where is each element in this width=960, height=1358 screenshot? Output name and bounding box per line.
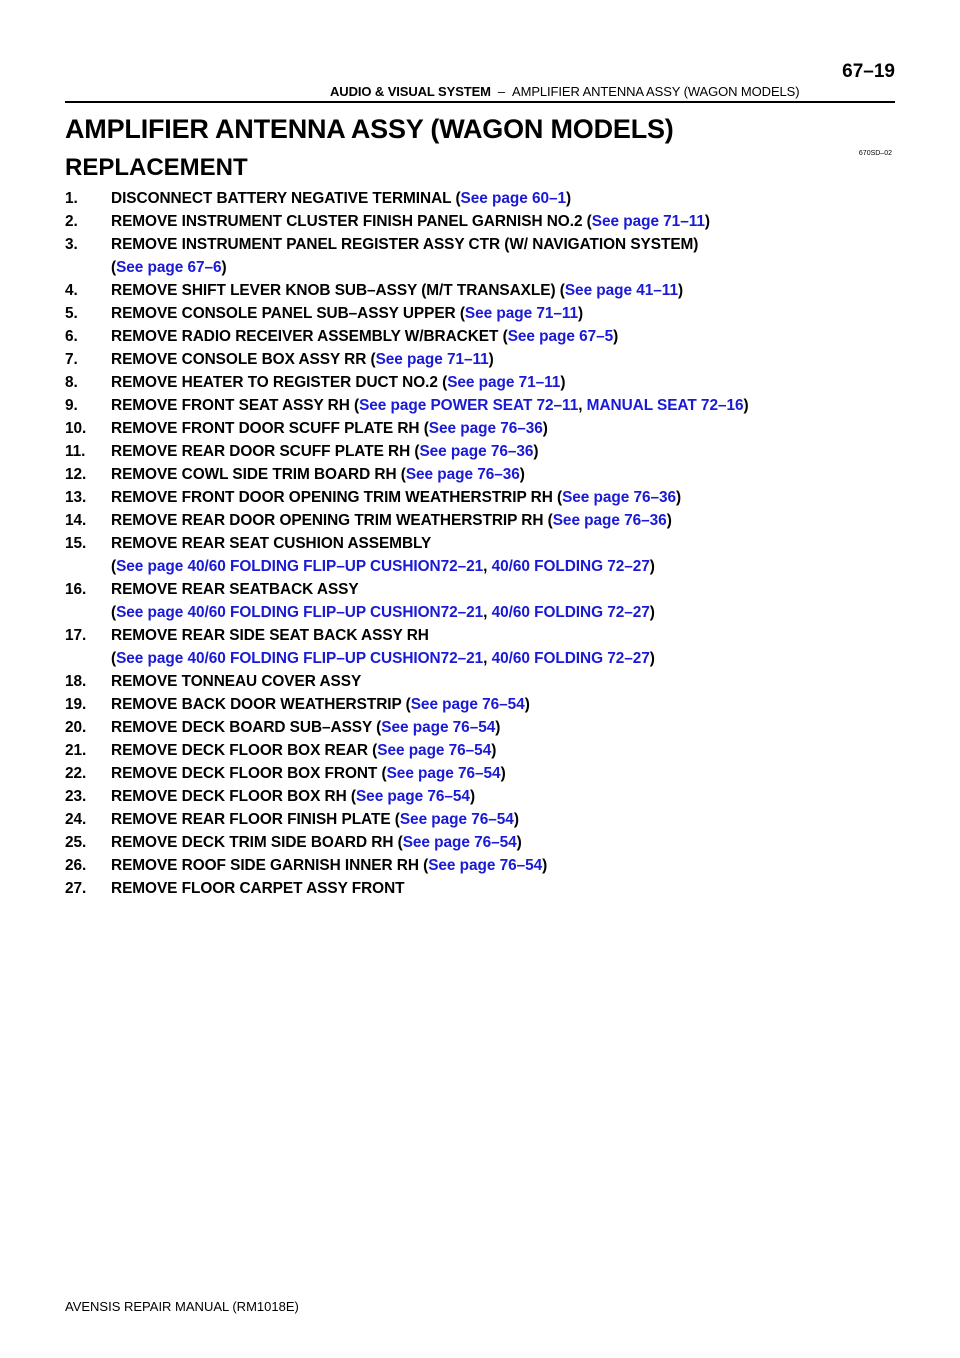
step-text: REMOVE FLOOR CARPET ASSY FRONT	[111, 880, 405, 897]
cross-reference-link[interactable]: See page 76–54	[399, 811, 514, 828]
procedure-step	[65, 486, 895, 509]
step-text: REMOVE INSTRUMENT CLUSTER FINISH PANEL GARNISH NO.2 (	[111, 213, 592, 230]
step-line	[111, 302, 895, 325]
procedure-step	[65, 808, 895, 831]
step-line	[111, 785, 895, 808]
procedure-step	[65, 417, 895, 440]
step-text: REMOVE REAR SEATBACK ASSY	[111, 581, 359, 598]
cross-reference-link[interactable]: See page 76–54	[410, 696, 525, 713]
cross-reference-link[interactable]: See page 76–36	[405, 466, 520, 483]
step-line	[111, 762, 895, 785]
procedure-step	[65, 348, 895, 371]
procedure-step	[65, 440, 895, 463]
step-line	[111, 348, 895, 371]
step-number: 15.	[65, 535, 87, 552]
step-text: )	[676, 489, 682, 506]
step-text: )	[519, 466, 525, 483]
step-number: 20.	[65, 719, 87, 736]
cross-reference-link[interactable]: See page 76–54	[355, 788, 470, 805]
step-text: )	[649, 558, 655, 575]
step-text: REMOVE DECK FLOOR BOX FRONT (	[111, 765, 387, 782]
step-text: REMOVE CONSOLE PANEL SUB–ASSY UPPER (	[111, 305, 465, 322]
step-text: )	[560, 374, 566, 391]
step-text: ,	[483, 604, 492, 621]
step-line	[111, 463, 895, 486]
step-line	[111, 877, 895, 900]
procedure-step	[65, 187, 895, 210]
step-text: )	[542, 857, 548, 874]
step-text: )	[649, 650, 655, 667]
step-number: 2.	[65, 213, 78, 230]
step-number: 19.	[65, 696, 87, 713]
step-number: 27.	[65, 880, 87, 897]
step-text: )	[533, 443, 539, 460]
step-number: 18.	[65, 673, 87, 690]
step-number: 4.	[65, 282, 78, 299]
step-text: REMOVE REAR DOOR OPENING TRIM WEATHERSTRIP RH (	[111, 512, 553, 529]
step-line	[111, 256, 895, 279]
step-text: )	[743, 397, 749, 414]
section-heading: REPLACEMENT	[65, 154, 248, 181]
step-line	[111, 210, 895, 233]
step-text: REMOVE FRONT SEAT ASSY RH (	[111, 397, 360, 414]
procedure-step	[65, 394, 895, 417]
step-line	[111, 187, 895, 210]
step-line	[111, 854, 895, 877]
cross-reference-link[interactable]: See page 40/60 FOLDING FLIP–UP CUSHION72–21	[116, 604, 484, 621]
header-section-name: AUDIO & VISUAL SYSTEM	[330, 84, 491, 99]
step-number: 21.	[65, 742, 87, 759]
procedure-step	[65, 877, 895, 900]
procedure-step	[65, 785, 895, 808]
procedure-step	[65, 325, 895, 348]
step-text: ,	[483, 650, 492, 667]
procedure-step	[65, 279, 895, 302]
step-text: (	[111, 604, 117, 621]
step-text: REMOVE REAR FLOOR FINISH PLATE (	[111, 811, 400, 828]
step-text: (	[111, 259, 117, 276]
step-text: REMOVE FRONT DOOR SCUFF PLATE RH (	[111, 420, 429, 437]
cross-reference-link[interactable]: See page 67–6	[116, 259, 222, 276]
step-text: REMOVE CONSOLE BOX ASSY RR (	[111, 351, 376, 368]
cross-reference-link[interactable]: See page 76–36	[419, 443, 534, 460]
step-line	[111, 371, 895, 394]
procedure-step	[65, 831, 895, 854]
procedure-step	[65, 532, 895, 578]
cross-reference-link[interactable]: See page 76–36	[552, 512, 667, 529]
step-text: REMOVE REAR DOOR SCUFF PLATE RH (	[111, 443, 420, 460]
step-number: 5.	[65, 305, 78, 322]
cross-reference-link[interactable]: See page 71–11	[591, 213, 705, 230]
step-line	[111, 831, 895, 854]
step-text: )	[677, 282, 684, 299]
step-line	[111, 394, 895, 417]
step-text: )	[221, 259, 227, 276]
step-number: 1.	[65, 190, 78, 207]
cross-reference-link[interactable]: See page 40/60 FOLDING FLIP–UP CUSHION72–21	[116, 558, 484, 575]
step-number: 14.	[65, 512, 87, 529]
procedure-step	[65, 463, 895, 486]
step-text: REMOVE COWL SIDE TRIM BOARD RH (	[111, 466, 406, 483]
procedure-step	[65, 716, 895, 739]
cross-reference-link[interactable]: See page 76–54	[381, 719, 496, 736]
step-text: )	[649, 604, 655, 621]
step-number: 3.	[65, 236, 78, 253]
step-text: REMOVE SHIFT LEVER KNOB SUB–ASSY (M/T TRANSAXLE) (	[111, 282, 565, 299]
procedure-step	[65, 693, 895, 716]
step-text: REMOVE DECK TRIM SIDE BOARD RH (	[111, 834, 403, 851]
cross-reference-link[interactable]: 40/60 FOLDING 72–27	[491, 604, 650, 621]
step-number: 26.	[65, 857, 87, 874]
step-number: 24.	[65, 811, 87, 828]
procedure-step	[65, 371, 895, 394]
step-text: REMOVE DECK BOARD SUB–ASSY (	[111, 719, 382, 736]
procedure-steps-list	[65, 187, 895, 900]
step-text: )	[542, 420, 548, 437]
step-line	[111, 509, 895, 532]
cross-reference-link[interactable]: See page POWER SEAT 72–11	[359, 397, 579, 414]
step-line	[111, 417, 895, 440]
step-number: 17.	[65, 627, 87, 644]
step-number: 11.	[65, 443, 86, 460]
step-line	[111, 716, 895, 739]
cross-reference-link[interactable]: 40/60 FOLDING 72–27	[491, 558, 650, 575]
cross-reference-link[interactable]: See page 76–54	[377, 742, 492, 759]
procedure-step	[65, 233, 895, 279]
step-line	[111, 693, 895, 716]
step-number: 9.	[65, 397, 78, 414]
step-line	[111, 532, 895, 555]
step-text: REMOVE HEATER TO REGISTER DUCT NO.2 (	[111, 374, 448, 391]
step-text: )	[516, 834, 522, 851]
procedure-step	[65, 210, 895, 233]
step-text: )	[666, 512, 672, 529]
step-text: REMOVE TONNEAU COVER ASSY	[111, 673, 362, 690]
procedure-step	[65, 739, 895, 762]
step-text: REMOVE ROOF SIDE GARNISH INNER RH (	[111, 857, 429, 874]
step-text: )	[500, 765, 506, 782]
procedure-step	[65, 670, 895, 693]
step-number: 13.	[65, 489, 87, 506]
step-text: )	[704, 213, 710, 230]
step-number: 7.	[65, 351, 78, 368]
step-line	[111, 486, 895, 509]
cross-reference-link[interactable]: See page 40/60 FOLDING FLIP–UP CUSHION72–21	[116, 650, 484, 667]
step-text: REMOVE BACK DOOR WEATHERSTRIP (	[111, 696, 411, 713]
step-number: 12.	[65, 466, 87, 483]
cross-reference-link[interactable]: See page 71–11	[375, 351, 489, 368]
step-number: 8.	[65, 374, 78, 391]
procedure-step	[65, 762, 895, 785]
step-line	[111, 739, 895, 762]
step-number: 25.	[65, 834, 87, 851]
step-text: REMOVE DECK FLOOR BOX REAR (	[111, 742, 378, 759]
cross-reference-link[interactable]: MANUAL SEAT 72–16	[586, 397, 744, 414]
step-text: )	[513, 811, 519, 828]
step-text: ,	[483, 558, 492, 575]
step-text: REMOVE RADIO RECEIVER ASSEMBLY W/BRACKET (	[111, 328, 508, 345]
step-line	[111, 647, 895, 670]
cross-reference-link[interactable]: See page 76–54	[402, 834, 517, 851]
step-number: 10.	[65, 420, 87, 437]
step-text: )	[565, 190, 572, 207]
step-text: REMOVE REAR SIDE SEAT BACK ASSY RH	[111, 627, 429, 644]
step-text: )	[491, 742, 497, 759]
step-number: 6.	[65, 328, 78, 345]
step-line	[111, 578, 895, 601]
step-line	[111, 624, 895, 647]
step-line	[111, 808, 895, 831]
step-line	[111, 670, 895, 693]
step-text: (	[111, 650, 117, 667]
step-number: 22.	[65, 765, 87, 782]
cross-reference-link[interactable]: See page 60–1	[460, 190, 566, 207]
step-number: 23.	[65, 788, 87, 805]
step-text: )	[495, 719, 501, 736]
cross-reference-link[interactable]: See page 41–11	[564, 282, 678, 299]
cross-reference-link[interactable]: See page 71–11	[464, 305, 579, 322]
procedure-step	[65, 624, 895, 670]
step-line	[111, 555, 895, 578]
step-text: (	[111, 558, 117, 575]
step-text: REMOVE REAR SEAT CUSHION ASSEMBLY	[111, 535, 432, 552]
header-separator: –	[497, 84, 506, 99]
page-number: 67–19	[842, 61, 895, 82]
cross-reference-link[interactable]: See page 76–54	[386, 765, 501, 782]
cross-reference-link[interactable]: See page 67–5	[507, 328, 614, 345]
document-code: 670SD–02	[858, 150, 892, 157]
footer-manual-name: AVENSIS REPAIR MANUAL (RM1018E)	[65, 1299, 299, 1314]
step-text: )	[578, 305, 584, 322]
cross-reference-link[interactable]: See page 76–36	[428, 420, 543, 437]
step-text: REMOVE DECK FLOOR BOX RH (	[111, 788, 356, 805]
step-line	[111, 440, 895, 463]
procedure-step	[65, 302, 895, 325]
step-text: ,	[578, 397, 587, 414]
procedure-step	[65, 509, 895, 532]
step-line	[111, 601, 895, 624]
step-text: REMOVE FRONT DOOR OPENING TRIM WEATHERSTRIP RH (	[111, 489, 563, 506]
page-title: AMPLIFIER ANTENNA ASSY (WAGON MODELS)	[65, 114, 674, 144]
cross-reference-link[interactable]: See page 76–54	[428, 857, 543, 874]
step-text: REMOVE INSTRUMENT PANEL REGISTER ASSY CTR (W/ NAVIGATION SYSTEM)	[111, 236, 699, 253]
header-rule	[65, 101, 895, 103]
procedure-step	[65, 854, 895, 877]
step-line	[111, 325, 895, 348]
cross-reference-link[interactable]: 40/60 FOLDING 72–27	[491, 650, 650, 667]
header-subsection-name: AMPLIFIER ANTENNA ASSY (WAGON MODELS)	[512, 84, 800, 99]
step-line	[111, 233, 895, 256]
step-text: )	[488, 351, 494, 368]
step-text: )	[524, 696, 530, 713]
procedure-step	[65, 578, 895, 624]
cross-reference-link[interactable]: See page 71–11	[447, 374, 561, 391]
step-text: )	[469, 788, 476, 805]
step-line	[111, 279, 895, 302]
step-text: DISCONNECT BATTERY NEGATIVE TERMINAL (	[111, 190, 461, 207]
cross-reference-link[interactable]: See page 76–36	[562, 489, 677, 506]
step-text: )	[613, 328, 619, 345]
step-number: 16.	[65, 581, 87, 598]
running-header	[330, 84, 799, 99]
